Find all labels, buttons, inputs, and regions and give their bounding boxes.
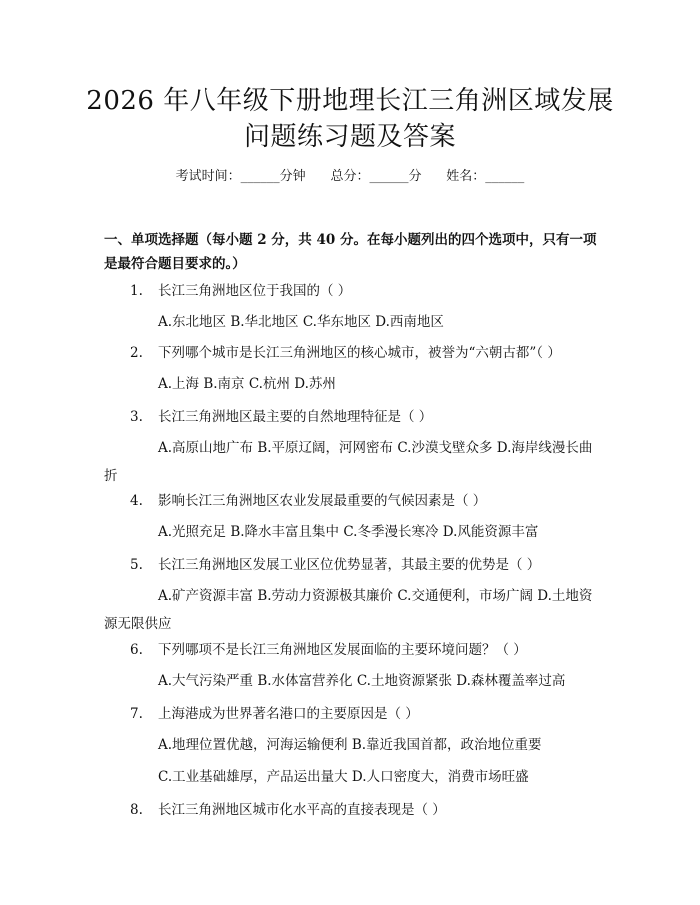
total-score-label: 总分：______分: [330, 169, 422, 184]
question-text: 上海港成为世界著名港口的主要原因是（ ）: [158, 706, 419, 722]
question-7-option-line-1: A.地理位置优越，河海运输便利 B.靠近我国首都，政治地位重要: [158, 737, 542, 753]
question-6-options: A.大气污染严重 B.水体富营养化 C.土地资源紧张 D.森林覆盖率过高: [158, 673, 566, 689]
question-text: 影响长江三角洲地区农业发展最重要的气候因素是（ ）: [158, 493, 487, 509]
question-5-options: A.矿产资源丰富 B.劳动力资源极其廉价 C.交通便利，市场广阔 D.土地资源无限供应: [104, 588, 593, 632]
page-title-line-2: 问题练习题及答案: [243, 122, 456, 152]
question-number: 2.: [130, 345, 143, 361]
question-number: 3.: [130, 409, 143, 425]
question-7-option-line-2: C.工业基础雄厚，产品运出量大 D.人口密度大，消费市场旺盛: [158, 769, 529, 785]
question-text: 长江三角洲地区位于我国的（ ）: [158, 283, 352, 299]
question-number: 4.: [130, 493, 143, 509]
question-number: 1.: [130, 283, 143, 299]
question-number: 6.: [130, 642, 143, 658]
question-text: 下列哪个城市是长江三角洲地区的核心城市，被誉为“六朝古都”（ ）: [158, 345, 561, 361]
question-3-options: A.高原山地广布 B.平原辽阔，河网密布 C.沙漠戈壁众多 D.海岸线漫长曲折: [104, 440, 593, 484]
section-heading: 一、单项选择题（每小题 2 分，共 40 分。在每小题列出的四个选项中，只有一项是最符合题目要求的。）: [104, 232, 597, 272]
student-name-label: 姓名：______: [446, 169, 525, 184]
question-number: 7.: [130, 706, 143, 722]
question-number: 5.: [130, 557, 143, 573]
question-4-options: A.光照充足 B.降水丰富且集中 C.冬季漫长寒冷 D.风能资源丰富: [158, 524, 539, 540]
question-text: 长江三角洲地区发展工业区位优势显著，其最主要的优势是（ ）: [158, 557, 541, 573]
question-text: 长江三角洲地区城市化水平高的直接表现是（ ）: [158, 802, 446, 818]
page-title-line-1: 2026 年八年级下册地理长江三角洲区域发展: [86, 86, 614, 116]
question-number: 8.: [130, 802, 143, 818]
exam-time-label: 考试时间：______分钟: [175, 169, 306, 184]
question-1-options: A.东北地区 B.华北地区 C.华东地区 D.西南地区: [158, 314, 444, 330]
exam-meta: [0, 168, 700, 186]
question-text: 下列哪项不是长江三角洲地区发展面临的主要环境问题？（ ）: [158, 642, 527, 658]
question-2-options: A.上海 B.南京 C.杭州 D.苏州: [158, 376, 336, 392]
question-text: 长江三角洲地区最主要的自然地理特征是（ ）: [158, 409, 433, 425]
